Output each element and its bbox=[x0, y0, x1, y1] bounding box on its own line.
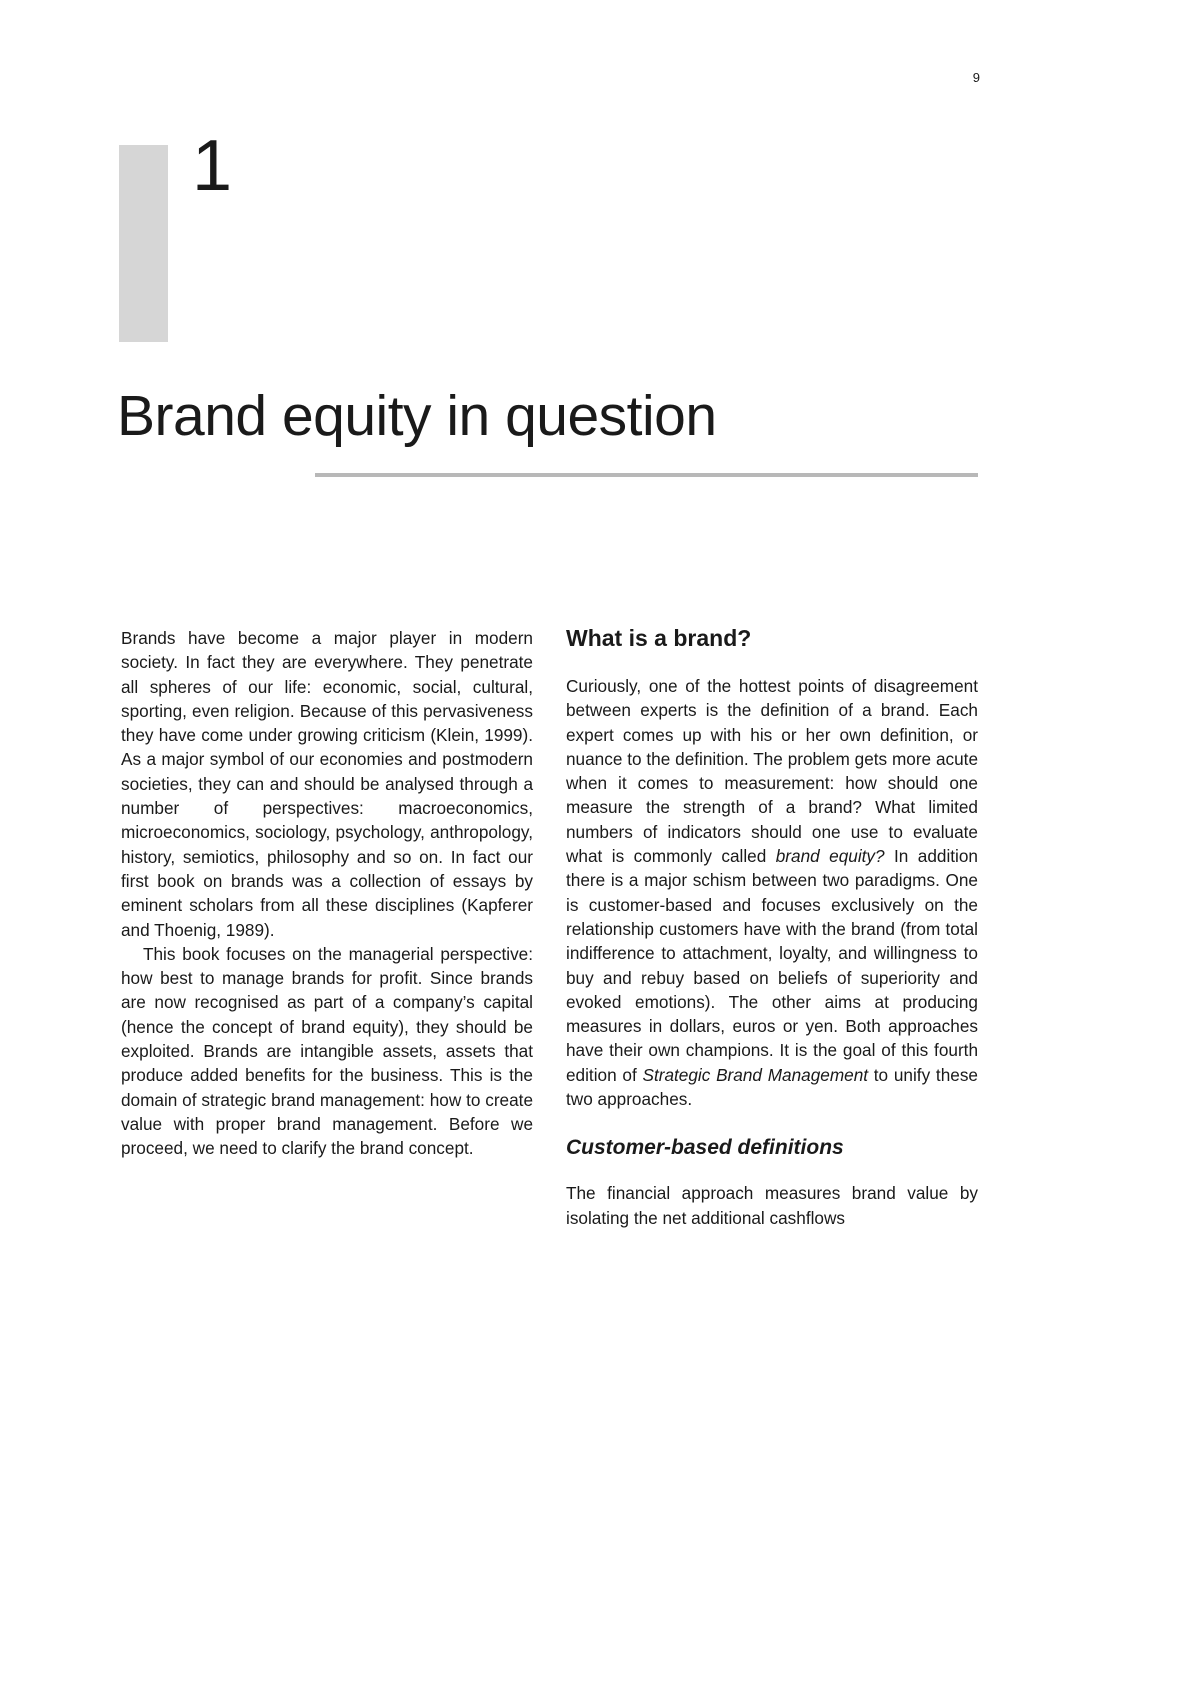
section-heading: What is a brand? bbox=[566, 625, 752, 651]
title-underline-rule bbox=[315, 473, 978, 477]
body-paragraph: This book focuses on the managerial perspective: how best to manage brands for profit. Since brands are now recognised as part of a company’s capital (hence the concept of brand equity), they should be exploited. Brands are intangible assets, assets that produce added benefits for the business. This is the domain of strategic brand management: how to create value with proper brand management. Before we proceed, we need to clarify the brand concept. bbox=[121, 943, 533, 1159]
text-run: Curiously, one of the hottest points of disagreement between experts is the definition of a brand. Each expert comes up with his or her own definition, or nuance to the definition. The problem gets more acute when it comes to measurement: how should one measure the strength of a brand? What limited numbers of indicators should one use to evaluate what is commonly called bbox=[566, 676, 978, 867]
chapter-marker-bar bbox=[119, 145, 168, 342]
page-number: 9 bbox=[972, 70, 980, 85]
text-run: In addition there is a major schism between two paradigms. One is customer-based and focuses exclusively on the relationship customers have with the brand (from total indifference to attachment, loyalty, and willingness to buy and rebuy based on beliefs of superiority and evoked emotions). The other aims at producing measures in dollars, euros or yen. Both approaches have their own champions. It is the goal of this fourth edition of bbox=[566, 846, 978, 1085]
book-title: Strategic Brand Management bbox=[642, 1064, 869, 1085]
text-run: to unify these two approaches. bbox=[566, 1064, 978, 1110]
chapter-number: 1 bbox=[192, 126, 233, 206]
chapter-title: Brand equity in question bbox=[117, 384, 717, 448]
body-paragraph bbox=[566, 674, 978, 1111]
body-paragraph: Brands have become a major player in modern society. In fact they are everywhere. They penetrate all spheres of our life: economic, social, cultural, sporting, even religion. Because of this pervasiveness they have come under growing criticism (Klein, 1999). As a major symbol of our economies and postmodern societies, they can and should be analysed through a number of perspectives: macroeconomics, microeconomics, sociology, psychology, anthropology, history, semiotics, philosophy and so on. In fact our first book on brands was a collection of essays by eminent scholars from all these disciplines (Kapferer and Thoenig, 1989). bbox=[121, 628, 533, 940]
body-paragraph: The financial approach measures brand value by isolating the net additional cashflows bbox=[566, 1183, 978, 1228]
left-column bbox=[121, 626, 533, 1161]
right-column bbox=[566, 624, 978, 1230]
italic-term: brand equity? bbox=[775, 846, 885, 867]
subsection-heading: Customer-based definitions bbox=[566, 1136, 844, 1160]
